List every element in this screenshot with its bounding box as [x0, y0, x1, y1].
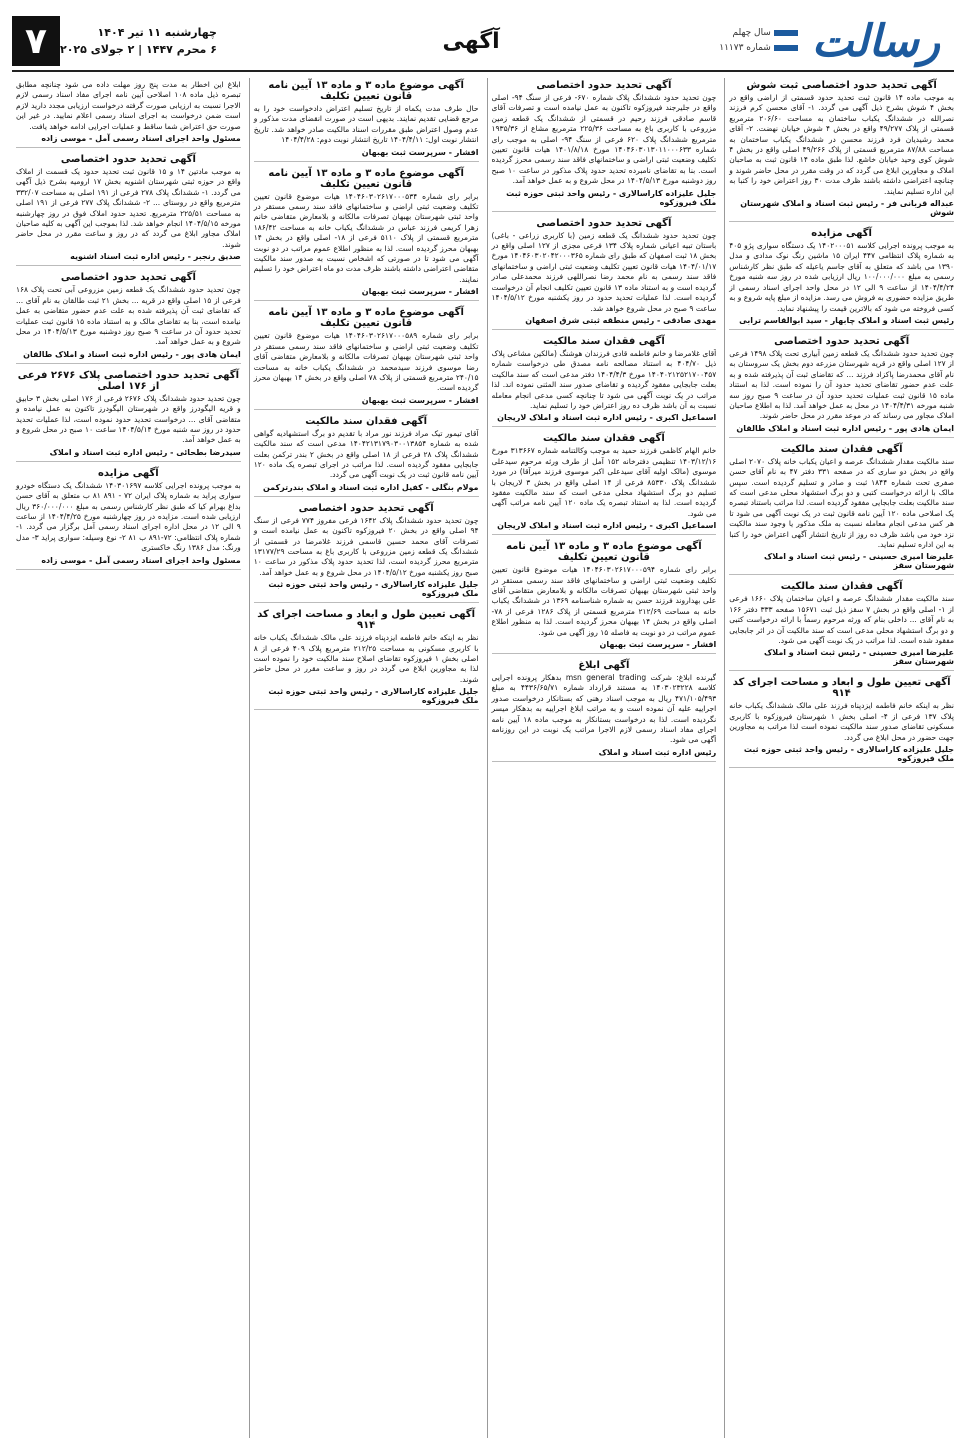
ad-body: چون تحدید حدود ششدانگ یک قطعه زمین آبیاری تحت پلاک ۱۴۹۸ فرعی از ۱۲۷ اصلی واقع در قریه شهرستان مزرعه دوم بخش یک سروستان به نام آقای محمدرضا پاکزاد فرزند ... که تقاضای ثبت آن پذیرفته شده و به علت عدم حضور تقاضای تحدید حدود آن را نموده است. لذا به استناد ماده ۱۵ قانون ثبت عملیات تحدید حدود آن در ساعت ۹ صبح روز سه شنبه مورخه ۱۴۰۴/۴/۳۱ در محل به عمل خواهد آمد. لذا به اطلاع صاحبان املاک مجاور می رساند که در موعد مقرر در محل حاضر شوند.	[729, 348, 954, 421]
ad-title: آگهی موضوع ماده ۳ و ماده ۱۳ آیین نامه قانون تعیین تکلیف	[268, 167, 464, 190]
ad-item	[16, 272, 241, 363]
ad-signature: علیرضا امیری حسینی - رئیس ثبت اسناد و املاک شهرستان سقز	[764, 648, 954, 667]
ad-signature: عبداله قربانی فر - رئیس ثبت اسناد و املاک شهرستان شوش	[740, 199, 954, 218]
issue-number: شماره ۱۱۱۷۳	[719, 43, 771, 53]
date-group	[12, 16, 223, 66]
ad-item	[254, 503, 479, 603]
ad-signature: رئیس ثبت اسناد و املاک چابهار - سید ابوالقاسم ترابی	[739, 315, 954, 325]
ad-item	[254, 307, 479, 409]
ad-signature: ایمان هادی پور - رئیس اداره ثبت اسناد و املاک طالقان	[736, 423, 954, 433]
ad-item	[16, 154, 241, 266]
ad-item	[16, 468, 241, 570]
volume-label: سال چهلم	[732, 28, 771, 38]
ad-body: برابر رای شماره ۱۴۰۴۶۰۳۰۲۶۱۷۰۰۰۵۳۴ هیات موضوع قانون تعیین تکلیف وضعیت ثبتی اراضی و ساختمانهای فاقد سند رسمی مستقر در واحد ثبتی شهرستان بهبهان تصرفات مالکانه و بلامعارض متقاضی خانم زهرا کریمی فرزند عباس در ششدانگ یکباب خانه به مساحت ۱۸۶/۴۲ مترمربع قسمتی از پلاک ۵۱۱۰ فرعی از ۱۸- اصلی واقع در بخش ۱۴ بهبهان محرز گردیده است. لذا به منظور اطلاع عموم مراتب در دو نوبت آگهی می شود تا در صورتی که اشخاص نسبت به صدور سند مالکیت متقاضی اعتراضی داشته باشند ظرف مدت دو ماه اعتراض خود را تسلیم نمایند.	[253, 191, 479, 284]
ad-body: نظر به اینکه خانم فاطمه ایزدپناه فرزند علی مالک ششدانگ یکباب خانه پلاک ۱۳۷ فرعی از ۴- اصلی بخش ۱ شهرستان فیروزکوه با کاربری مسکونی تقاضای صدور سند مالکیت نموده است لذا مراتب به مجاورین جهت حضور در محل ابلاغ می گردد.	[729, 701, 954, 742]
column-1	[724, 78, 954, 1438]
ad-body: به موجب مادتین ۱۴ و ۱۵ قانون ثبت تحدید حدود یک قسمت از املاک واقع در حوزه ثبتی شهرستان اشنویه بخش ۱۷ ارومیه بشرح ذیل آگهی می گردد. ۱- ششدانگ پلاک ۲۷۸ فرعی از ۱۹۱ اصلی به مساحت ۳۳۲/۰۷ مترمربع واقع در روستای ... ۲- ششدانگ پلاک ۲۷۷ فرعی از ۱۹۱ اصلی به مساحت ۲۲۵/۵۱ مترمربع. تحدید حدود املاک فوق در روز چهارشنبه مورخه ۱۴۰۴/۵/۱۵ انجام خواهد شد. لذا بموجب این آگهی به کلیه صاحبان املاک مجاور ابلاغ می گردد که در روز و ساعت مقرر در محل حاضر شوند.	[16, 167, 241, 249]
ad-title: آگهی موضوع ماده ۳ و ماده ۱۳ آیین نامه قانون تعیین تکلیف	[268, 307, 464, 330]
ad-body: به موجب ماده ۱۴ قانون ثبت تحدید حدود قسمتی از اراضی واقع در بخش ۴ شوش بشرح ذیل آگهی می گردد. ۱- آقای محسن کرم فرزند نصرالله در ششدانگ یکباب ساختمان به مساحت ۲۰۶/۶۰ مترمربع قسمتی از پلاک ۴۹/۲۷۷ واقع در بخش ۴ شوش خیابان نهضت. ۲- آقای محمد رشیدیان فرد فرزند محسن در ششدانگ یکباب ساختمان به مساحت ۸۷/۸۸ مترمربع قسمتی از پلاک ۴۹/۲۶۶ اصلی واقع در بخش ۴ شوش کوی وحید خیابان خاشع. لذا طبق ماده ۱۴ قانون ثبت به صاحبان املاک و مجاورین ابلاغ می گردد که در وقت مقرر در محل حاضر شوند و چنانچه اعتراضی داشته باشند ظرف مدت ۳۰ روز اعتراض خود را کتبا به این اداره تسلیم نمایند.	[729, 93, 954, 196]
section-title: آگهی	[442, 28, 500, 54]
ad-signature: سیدرضا بطحائی - رئیس اداره ثبت اسناد و املاک	[49, 447, 241, 457]
ad-body: چون تحدید حدود ششدانگ یک قطعه زمین مزروعی آبی تحت پلاک ۱۶۸ فرعی از ۱۵ اصلی واقع در قریه ... بخش ۲۱ ثبت طالقان به نام آقای ... که تقاضای ثبت آن پذیرفته شده به علت عدم حضور متقاضی به عمل نیامده است، بنا به تقاضای مالک و به استناد ماده ۱۵ قانون ثبت عملیات تحدید حدود آن در ساعت ۹ صبح روز دوشنبه مورخ ۱۴۰۴/۵/۱۳ در محل شروع و به عمل خواهد آمد.	[16, 285, 241, 347]
ad-item	[729, 80, 954, 222]
ad-title: آگهی تحدید حدود اختصاصی	[774, 335, 910, 347]
page-header	[12, 12, 954, 72]
ad-item	[729, 336, 954, 438]
ad-signature: افشار - سرپرست ثبت بهبهان	[599, 640, 717, 650]
ad-title: آگهی فقدان سند مالکیت	[542, 335, 665, 347]
ad-body: چون تحدید حدود ششدانگ پلاک شماره ۶۷۰- فرعی از سنگ ۹۴- اصلی واقع در جلیرجند فیروزکوه تاکنون به عمل نیامده است و تصرفات آقای قاسم صادقی فرزند رحیم در قسمتی از ششدانگ یک قطعه زمین مزروعی با کاربری باغ به مساحت ۲۲۵/۳۶ مترمربع مشاع از ۱۹۳۵/۳۶ مترمربع ششدانگ پلاک ۶۲۰ فرعی از سنگ ۹۴- اصلی به موجب رای شماره ۱۴۰۴۶۰۳۰۱۳۰۱۱۰۰۰۶۳۳ مورخ ۱۴۰۱/۸/۱۸ هیات قانون تعیین تکلیف وضعیت ثبتی اراضی و ساختمانهای فاقد سند رسمی محرز گردیده است. بنا به تقاضای نامبرده تحدید حدود پلاک مذکور در ساعت ۱۰ صبح روز دوشنبه مورخ ۱۴۰۴/۵/۱۳ در محل شروع و به عمل خواهد آمد.	[491, 93, 717, 186]
ad-title: آگهی مزایده	[98, 467, 159, 479]
ad-body: سند مالکیت مقدار ششدانگ عرصه و اعیان یکباب خانه پلاک ۲۰۷۰ اصلی واقع در بخش دو ساری که در صفحه ۳۳۱ دفتر ۴۷ به نام آقای حسن صفری تحت شماره ۱۸۴۴ ثبت و صادر و تسلیم گردیده است. سپس مالک با ارائه درخواست کتبی و دو برگ استشهاد محلی مدعی است که سند مالکیت بعلت جابجایی مفقود گردیده است. لذا مراتب باستناد تبصره یک اصلاحی ماده ۱۲۰ آیین نامه قانون ثبت در یک نوبت آگهی می شود تا هر کس مدعی انجام معامله نسبت به ملک مذکور یا وجود سند مالکیت نزد خود می باشد ظرف ده روز از تاریخ انتشار آگهی اعتراض خود را کتبا به این اداره تسلیم نماید.	[729, 456, 954, 549]
ad-item	[254, 416, 479, 497]
ad-body: چون تحدید حدود ششدانگ پلاک ۲۶۷۶ فرعی از ۱۷۶ اصلی بخش ۳ حابیق و قریه الیگودرز واقع در شهرستان الیگودرز تاکنون به عمل نیامده و متقاضی آقای ... درخواست تحدید حدود نموده است، لذا عملیات تحدید حدود در روز سه شنبه مورخ ۱۴۰۴/۵/۱۴ ساعت ۱۰ صبح در محل شروع و به عمل خواهد آمد.	[16, 393, 241, 445]
ad-item	[492, 336, 717, 427]
ad-body: برابر رای شماره ۱۴۰۴۶۰۳۰۲۶۱۷۰۰۰۵۹۴ هیات موضوع قانون تعیین تکلیف وضعیت ثبتی اراضی و ساختمانهای فاقد سند رسمی مستقر در واحد ثبتی شهرستان بهبهان تصرفات مالکانه و بلامعارض متقاضی آقای علی بهداروند فرزند حسن به شماره شناسنامه ۱۳۶۹ در ششدانگ یکباب خانه به مساحت ۲۱۲/۶۹ مترمربع قسمتی از پلاک ۱۲۸۶ فرعی از ۷۸- اصلی واقع در بخش ۱۴ بهبهان محرز گردیده است. لذا به منظور اطلاع عموم مراتب در دو نوبت به فاصله ۱۵ روز آگهی می شود.	[491, 565, 717, 637]
ad-title: آگهی فقدان سند مالکیت	[542, 433, 665, 445]
ad-signature: اسماعیل اکبری - رئیس اداره ثبت اسناد و املاک لاریجان	[497, 521, 717, 531]
column-3	[249, 78, 479, 1438]
ad-body: خانم الهام کاظمی فرزند حمید به موجب وکالتنامه شماره ۳۱۳۶۶۷ مورخ ۱۴۰۳/۱۲/۱۶ تنظیمی دفترخانه ۱۵۲ آمل از طرف ورثه مرحوم سیدعلی موسوی (مالک اولیه آقای سیدعلی اکبر موسوی فرزند میرآقا) در مورد ششدانگ پلاک ۸۵۳۳۰ فرعی از ۱۴ اصلی واقع در بخش ۳ لاریجان با تسلیم دو برگ استشهاد محلی مدعی است که سند مالکیت مفقود گردیده است. لذا به استناد تبصره یک ماده ۱۲۰ آیین نامه مراتب آگهی می شود.	[491, 446, 717, 518]
ad-title: آگهی تحدید حدود اختصاصی	[298, 502, 434, 514]
ad-body: ابلاغ این اخطار به مدت پنج روز مهلت داده می شود چنانچه مطابق تبصره ذیل ماده ۱۰۸ اصلاحی آیین نامه اجرای مفاد اسناد رسمی لازم الاجرا نسبت به ارزیابی صورت گرفته درخواست ارزیابی مجدد دارید لازم است ضمن درخواست به اجرای اسناد رسمی اعلام نمایید. در غیر این صورت حق اعتراض شما ساقط و عملیات اجرایی ادامه خواهد یافت.	[16, 80, 241, 131]
ad-title: آگهی تحدید حدود اختصاصی پلاک ۲۶۷۶ فرعی از ۱۷۶ اصلی	[17, 369, 240, 392]
ad-item	[729, 444, 954, 576]
ad-title: آگهی موضوع ماده ۳ و ماده ۱۳ آیین نامه قانون تعیین تکلیف	[268, 80, 464, 102]
ad-title: آگهی تحدید حدود اختصاصی	[536, 217, 672, 229]
ad-item	[16, 370, 241, 462]
ad-signature: مهدی صادقی - رئیس منطقه ثبتی شرق اصفهان	[525, 315, 717, 325]
ad-signature: مسئول واحد اجرای اسناد رسمی آمل - موسی زاده	[41, 555, 241, 565]
ad-body: به موجب پرونده اجرایی کلاسه ۱۴۰۲۰۰۰۵۱ یک دستگاه سواری پژو ۴۰۵ به شماره پلاک انتظامی ۴۴۷ ایران ۱۵ ماشین رنگ نوک مدادی و مدل ۱۳۹۰ می باشد که متعلق به آقای جاسم یاعیله که طبق نظر کارشناس رسمی به مبلغ ۱۰۰/۰۰۰/۰۰۰ ریال ارزیابی شده در روز سه شنبه مورخ ۱۴۰۴/۴/۲۴ از ساعت ۹ الی ۱۲ در محل واحد اجرای اسناد رسمی از طریق مزایده حضوری به فروش می رسد. مزایده از مبلغ پایه شروع و به کسی فروخته می شود که بالاترین قیمت را پیشنهاد نماید.	[729, 241, 954, 313]
ad-body: به موجب پرونده اجرایی کلاسه ۱۴۰۳۰۱۶۹۷ ششدانگ یک دستگاه خودرو سواری پراید به شماره پلاک ایران ۷۲ - ۸۹۱ ۸۱ ب متعلق به آقای حسن بداغ بهرام کیا که طبق نظر کارشناس رسمی به مبلغ ۳۶۰/۰۰۰/۰۰۰ ریال ارزیابی شده است. مزایده در روز چهارشنبه مورخ ۱۴۰۴/۴/۲۵ از ساعت ۹ الی ۱۲ در محل اداره اجرای اسناد رسمی آمل برگزار می گردد. ۱- شماره پلاک انتظامی: ۷۲-۸۹۱ ب ۸۱ ۲- نوع وسیله: سواری پراید ۳- مدل ورنگ: مدل ۱۳۸۶ رنگ خاکستری	[16, 480, 241, 553]
ad-signature: جلیل علیزاده کاراسالاری - رئیس واحد ثبتی حوزه ثبت ملک فیروزکوه	[506, 188, 717, 207]
ad-body: سند مالکیت مقدار ششدانگ عرصه و اعیان ساختمان پلاک ۱۶۶۰ فرعی از ۱- اصلی واقع در بخش ۷ سقز ذیل ثبت ۱۵۶۷۱ صفحه ۳۳۳ دفتر ۱۶۶ به نام آقای ... داخلی بنام که ورثه مرحوم رسماً با ارائه درخواست کتبی و دو برگ استشهاد محلی مدعی است که سند مالکیت آن در اثر جابجایی مفقود شده است. لذا مراتب در یک نوبت آگهی می شود.	[729, 594, 954, 646]
ad-item	[729, 677, 954, 768]
ad-body: حال طرف مدت یکماه از تاریخ تسلیم اعتراض دادخواست خود را به مرجع قضایی تقدیم نمایند. بدیهی است در صورت انقضای مدت مذکور و عدم وصول اعتراض طبق مقررات اسناد مالکیت صادر خواهد شد. تاریخ انتشار نوبت اول: ۱۴۰۴/۴/۱۱ تاریخ انتشار نوبت دوم: ۱۴۰۴/۴/۲۸	[253, 104, 479, 145]
date-persian: چهارشنبه ۱۱ تیر ۱۴۰۴	[97, 26, 217, 39]
ad-title: آگهی تحدید حدود اختصاصی	[60, 272, 196, 284]
date-hijri-gregorian: ۶ محرم ۱۴۴۷ | ۲ جولای ۲۰۲۵	[60, 43, 217, 56]
ad-item	[16, 80, 241, 148]
ad-title: آگهی تعیین طول و ابعاد و مساحت اجرای کد ۹۱۴	[257, 609, 476, 632]
meta-group	[719, 16, 954, 67]
column-4	[12, 78, 241, 1438]
ad-signature: مسئول واحد اجرای اسناد رسمی آمل - موسی زاده	[41, 134, 241, 144]
column-2	[487, 78, 717, 1438]
ad-body: برابر رای شماره ۱۴۰۴۶۰۳۰۲۶۱۷۰۰۰۵۸۹ هیات موضوع قانون تعیین تکلیف وضعیت ثبتی اراضی و ساختمانهای فاقد سند رسمی مستقر در واحد ثبتی شهرستان بهبهان تصرفات مالکانه و بلامعارض متقاضی آقای رضا موسوی فرزند سیدمحمد در ششدانگ یکباب خانه به مساحت ۲۴۰/۱۵ مترمربع قسمتی از پلاک ۷۸ اصلی واقع در بخش ۱۴ بهبهان محرز گردیده است.	[253, 331, 479, 393]
brand-bar	[774, 30, 798, 36]
ad-signature: جلیل علیزاده کاراسالاری - رئیس واحد ثبتی حوزه ثبت ملک فیروزکوه	[268, 580, 479, 599]
ad-title: آگهی تحدید حدود اختصاصی	[536, 80, 672, 91]
ad-title: آگهی تعیین طول و ابعاد و مساحت اجرای کد ۹۱۴	[732, 677, 951, 700]
ad-columns	[12, 78, 954, 1438]
ad-signature: جلیل علیزاده کاراسالاری - رئیس واحد ثبتی حوزه ثبت ملک فیروزکوه	[743, 745, 954, 764]
ad-item	[254, 168, 479, 302]
ad-title: آگهی ابلاغ	[578, 660, 630, 672]
ad-item	[254, 80, 479, 162]
ad-body: چون تحدید حدود ششدانگ یک قطعه زمین (با کاربری زراعی - باغی) باستان تبیه اعیانی شماره پلاک ۱۳۴ فرعی مجزی از ۱۲۷ اصلی واقع در بخش ۱۸ ثبت اصفهان که طبق رای شماره ۱۴۰۴۶۰۳۰۲۰۴۲۰۰۰۳۶۵ مورخ ۱۴۰۴/۰۱/۱۷ هیات قانون تعیین تکلیف وضعیت ثبتی اراضی و ساختمانهای فاقد سند رسمی به نام محمد رضا نصراللهی فرزند محمدعلی صادر گردیده است و به استناد ماده ۱۳ قانون تعیین تکلیف انجام آن درخواست گردیده است. لذا عملیات تحدید حدود در روز یکشنبه مورخ ۱۴۰۴/۵/۱۲ ساعت ۹ صبح در محل شروع خواهد شد.	[491, 230, 717, 313]
ad-item	[492, 433, 717, 535]
ad-signature: جلیل علیزاده کاراسالاری - رئیس واحد ثبتی حوزه ثبت ملک فیروزکوه	[268, 687, 479, 706]
ad-title: آگهی تحدید حدود اختصاصی	[60, 154, 196, 166]
ad-signature: صدیق رنجبر - رئیس اداره ثبت اسناد اشنویه	[70, 252, 241, 262]
ad-title: آگهی فقدان سند مالکیت	[305, 415, 428, 427]
ad-title: آگهی تحدید حدود اختصاصی ثبت شوش	[746, 80, 937, 91]
ad-signature: اسماعیل اکبری - رئیس اداره ثبت اسناد و املاک لاریجان	[497, 413, 717, 423]
ad-signature: مولام بنگلی - کفیل اداره ثبت اسناد و املاک بندرترکمن	[262, 482, 479, 492]
date-box	[60, 24, 217, 58]
ad-title: آگهی فقدان سند مالکیت	[780, 443, 903, 455]
ad-item	[492, 541, 717, 654]
ad-item	[729, 228, 954, 330]
newspaper-logo: رسالت	[811, 15, 940, 67]
ad-signature: افشار - سرپرست ثبت بهبهان	[361, 147, 479, 157]
ad-title: آگهی مزایده	[811, 228, 872, 240]
ad-signature: رئیس اداره ثبت اسناد و املاک	[598, 747, 717, 757]
ad-title: آگهی موضوع ماده ۳ و ماده ۱۳ آیین نامه قانون تعیین تکلیف	[506, 541, 702, 564]
ad-body: گیرنده ابلاغ: شرکت msn general trading بدهکار پرونده اجرایی کلاسه ۱۴۰۳۰۲۳۲۲۸ به مستند قرارداد شماره ۴۴۳۶/۶۵/۷۱ به مبلغ ۴۷۱/۱۰۵/۴۹۳ ریال به موجب اسناد رهنی که بستانکار درخواست صدور اجراییه علیه آن نموده است و به مراتب ابلاغ اجراییه به بدهکار میسر نگردیده است. لذا به درخواست بستانکار به موجب ماده ۱۸ آیین نامه اجرای مفاد اسناد رسمی لازم الاجرا مراتب یک نوبت در این روزنامه آگهی می شود.	[491, 673, 717, 745]
ad-signature: افشار - سرپرست ثبت بهبهان	[361, 395, 479, 405]
page-number: ۷	[12, 16, 60, 66]
ad-body: آقای تیمور تیک مراد فرزند نور مراد با تقدیم دو برگ استشهادیه گواهی شده به شماره ۱۴۰۴۲۱۳۱۷۹۰۳۰۰۱۳۸۵۴ مدعی است که سند مالکیت ششدانگ پلاک ۲۸ فرعی از ۱۸ اصلی واقع در بخش ۲ بندر ترکمن بعلت جابجایی مفقود گردیده است. لذا مراتب در اجرای تبصره یک ماده ۱۲۰ آیین نامه قانون ثبت در یک نوبت آگهی می گردد.	[253, 428, 479, 480]
ad-signature: افشار - سرپرست ثبت بهبهان	[361, 287, 479, 297]
ad-body: آقای غلامرضا و خانم فاطمه قادی فرزندان هوشنگ (مالکین مشاعی پلاک ذیل ۴۰۴/۷۰ به استناد مصالحه نامه مصدق طی درخواست شماره ۱۴۰۴۰۲۱۲۵۲۱۷۰۰۴۵۷ مورخ ۱۴۰۴/۴/۳ دفتر مدعی است که سند مالکیت بعلت جابجایی مفقود گردیده و تقاضای صدور سند المثنی نموده اند. لذا مراتب در یک نوبت آگهی می شود تا چنانچه کسی مدعی انجام معامله نسبت به آن باشد ظرف ده روز اعتراض خود را تسلیم نماید.	[491, 348, 717, 410]
brand-bar	[774, 45, 798, 51]
ad-body: نظر به اینکه خانم فاطمه ایزدپناه فرزند علی مالک ششدانگ یکباب خانه با کاربری مسکونی به مساحت ۲۱۲/۲۵ مترمربع پلاک ۴۰۹ فرعی از ۸ اصلی بخش ۱ فیروزکوه تقاضای اصلاح سند مالکیت خود را نموده است لذا به مجاورین ابلاغ می گردد در روز و ساعت مقرر در محل حاضر شوند.	[253, 633, 479, 684]
ad-item	[729, 581, 954, 671]
ad-signature: علیرضا امیری حسینی - رئیس ثبت اسناد و املاک شهرستان سقز	[764, 552, 954, 571]
ad-title: آگهی فقدان سند مالکیت	[780, 581, 903, 593]
ad-item	[254, 609, 479, 710]
ad-item	[492, 218, 717, 330]
ad-body: چون تحدید حدود ششدانگ پلاک ۱۶۴۲ فرعی مفروز ۷۷۴ فرعی از سنگ ۹۴ اصلی واقع در بخش ۲۰ فیروزکوه تاکنون به عمل نیامده است و تصرفات آقای محمد حسین قاسمی فرزند غلامرضا در قسمتی از ششدانگ یک قطعه زمین مزروعی با کاربری باغ به مساحت ۱۳۱۷۷/۲۹ مترمربع محرز گردیده است، لذا تحدید حدود پلاک مذکور در ساعت ۱۰ صبح روز یکشنبه مورخ ۱۴۰۴/۵/۱۲ در محل شروع و به عمل خواهد آمد.	[253, 515, 479, 577]
ad-item	[492, 660, 717, 762]
issue-meta	[719, 26, 798, 56]
ad-signature: ایمان هادی پور - رئیس اداره ثبت اسناد و املاک طالقان	[23, 349, 241, 359]
ad-item	[492, 80, 717, 212]
